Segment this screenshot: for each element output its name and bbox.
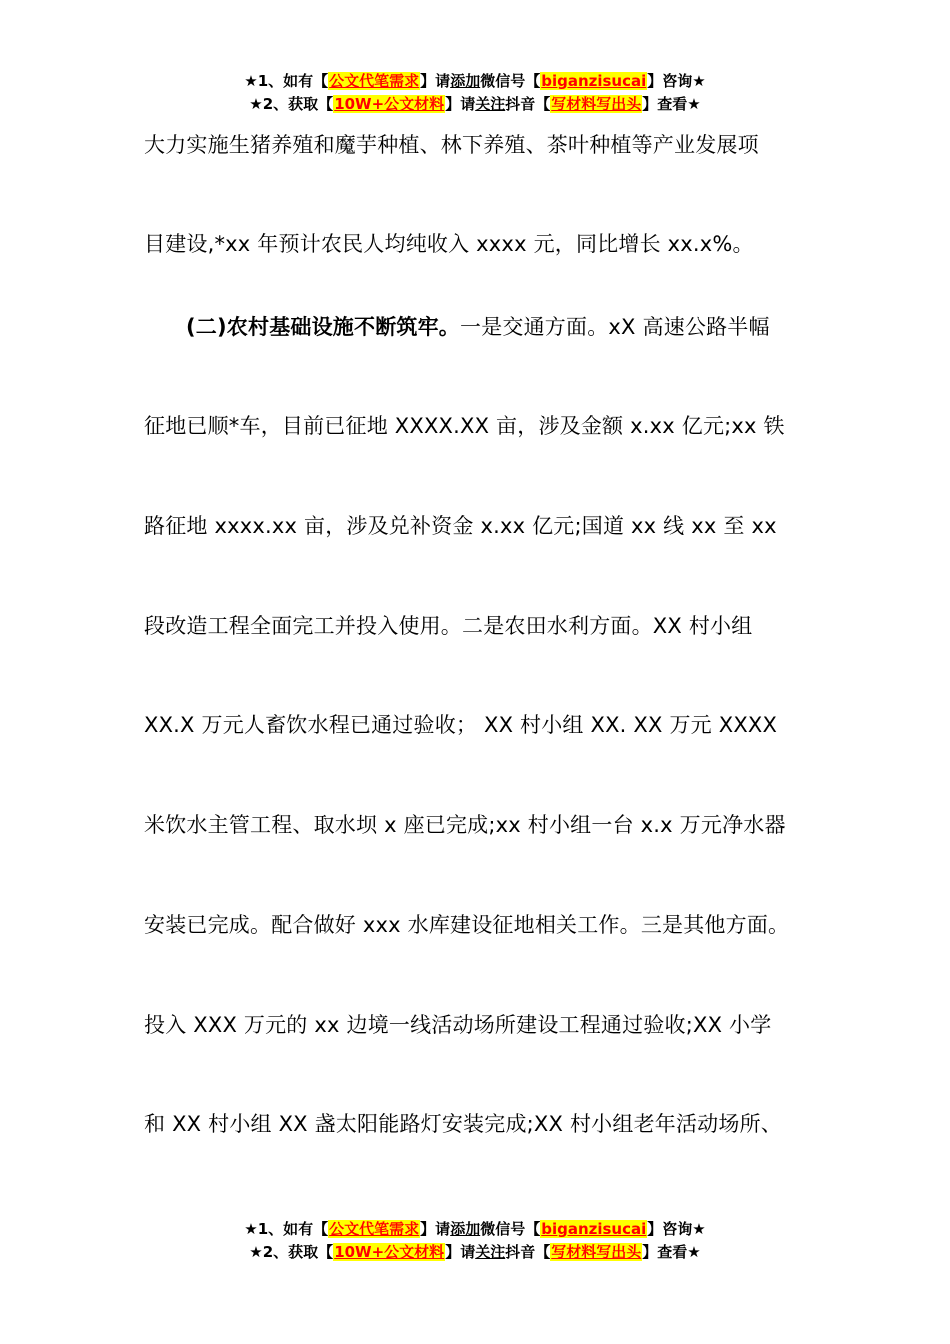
banner-text: 抖音【 [505, 95, 551, 113]
banner-text: 】请 [445, 95, 476, 113]
banner-line-1 [0, 1218, 950, 1241]
header-banner [0, 70, 950, 116]
banner-underline: 关注 [475, 95, 506, 113]
banner-underline: 添加 [450, 72, 481, 90]
section-heading: (二)农村基础设施不断筑牢。 [186, 315, 460, 339]
banner-highlight: 写材料写出头 [551, 1243, 642, 1261]
body-line: 投入 XXX 万元的 xx 边境一线活动场所建设工程通过验收;XX 小学 [144, 1013, 772, 1037]
body-line: 大力实施生猪养殖和魔芋种植、林下养殖、茶叶种植等产业发展项 [144, 133, 759, 157]
banner-text: 】咨询★ [647, 1220, 706, 1238]
banner-underline: 关注 [475, 1243, 506, 1261]
banner-text: 】查看★ [642, 95, 701, 113]
banner-line-2 [0, 1241, 950, 1264]
body-line: 目建设,*xx 年预计农民人均纯收入 xxxx 元，同比增长 xx.x%。 [144, 232, 754, 256]
banner-text: 】咨询★ [647, 72, 706, 90]
banner-text: 】请 [420, 1220, 451, 1238]
banner-text: ★1、如有【 [244, 72, 329, 90]
banner-highlight: 10W+公文材料 [334, 1243, 445, 1261]
banner-line-1 [0, 70, 950, 93]
section-heading-line [186, 313, 770, 341]
banner-highlight: biganzisucai [541, 72, 647, 90]
banner-text: 】请 [445, 1243, 476, 1261]
banner-highlight: 写材料写出头 [551, 95, 642, 113]
banner-text: 微信号【 [480, 1220, 541, 1238]
body-line: 段改造工程全面完工并投入使用。二是农田水利方面。XX 村小组 [144, 614, 753, 638]
section-heading-rest: 一是交通方面。xX 高速公路半幅 [460, 315, 770, 339]
body-line: 和 XX 村小组 XX 盏太阳能路灯安装完成;XX 村小组老年活动场所、 [144, 1112, 782, 1136]
banner-text: 】查看★ [642, 1243, 701, 1261]
body-line: 路征地 xxxx.xx 亩，涉及兑补资金 x.xx 亿元;国道 xx 线 xx 至 xx [144, 514, 777, 538]
body-line: 安装已完成。配合做好 xxx 水库建设征地相关工作。三是其他方面。 [144, 913, 790, 937]
banner-highlight: 10W+公文材料 [334, 95, 445, 113]
banner-highlight: 公文代笔需求 [329, 72, 420, 90]
footer-banner [0, 1218, 950, 1264]
body-line: XX.X 万元人畜饮水程已通过验收； XX 村小组 XX. XX 万元 XXXX [144, 713, 778, 737]
body-line: 征地已顺*车，目前已征地 XXXX.XX 亩，涉及金额 x.xx 亿元;xx 铁 [144, 414, 785, 438]
banner-text: ★2、获取【 [249, 95, 334, 113]
banner-text: 抖音【 [505, 1243, 551, 1261]
banner-text: 】请 [420, 72, 451, 90]
body-line: 米饮水主管工程、取水坝 x 座已完成;xx 村小组一台 x.x 万元净水器 [144, 813, 786, 837]
banner-underline: 添加 [450, 1220, 481, 1238]
banner-highlight: 公文代笔需求 [329, 1220, 420, 1238]
banner-text: 微信号【 [480, 72, 541, 90]
banner-text: ★1、如有【 [244, 1220, 329, 1238]
banner-text: ★2、获取【 [249, 1243, 334, 1261]
banner-line-2 [0, 93, 950, 116]
banner-highlight: biganzisucai [541, 1220, 647, 1238]
